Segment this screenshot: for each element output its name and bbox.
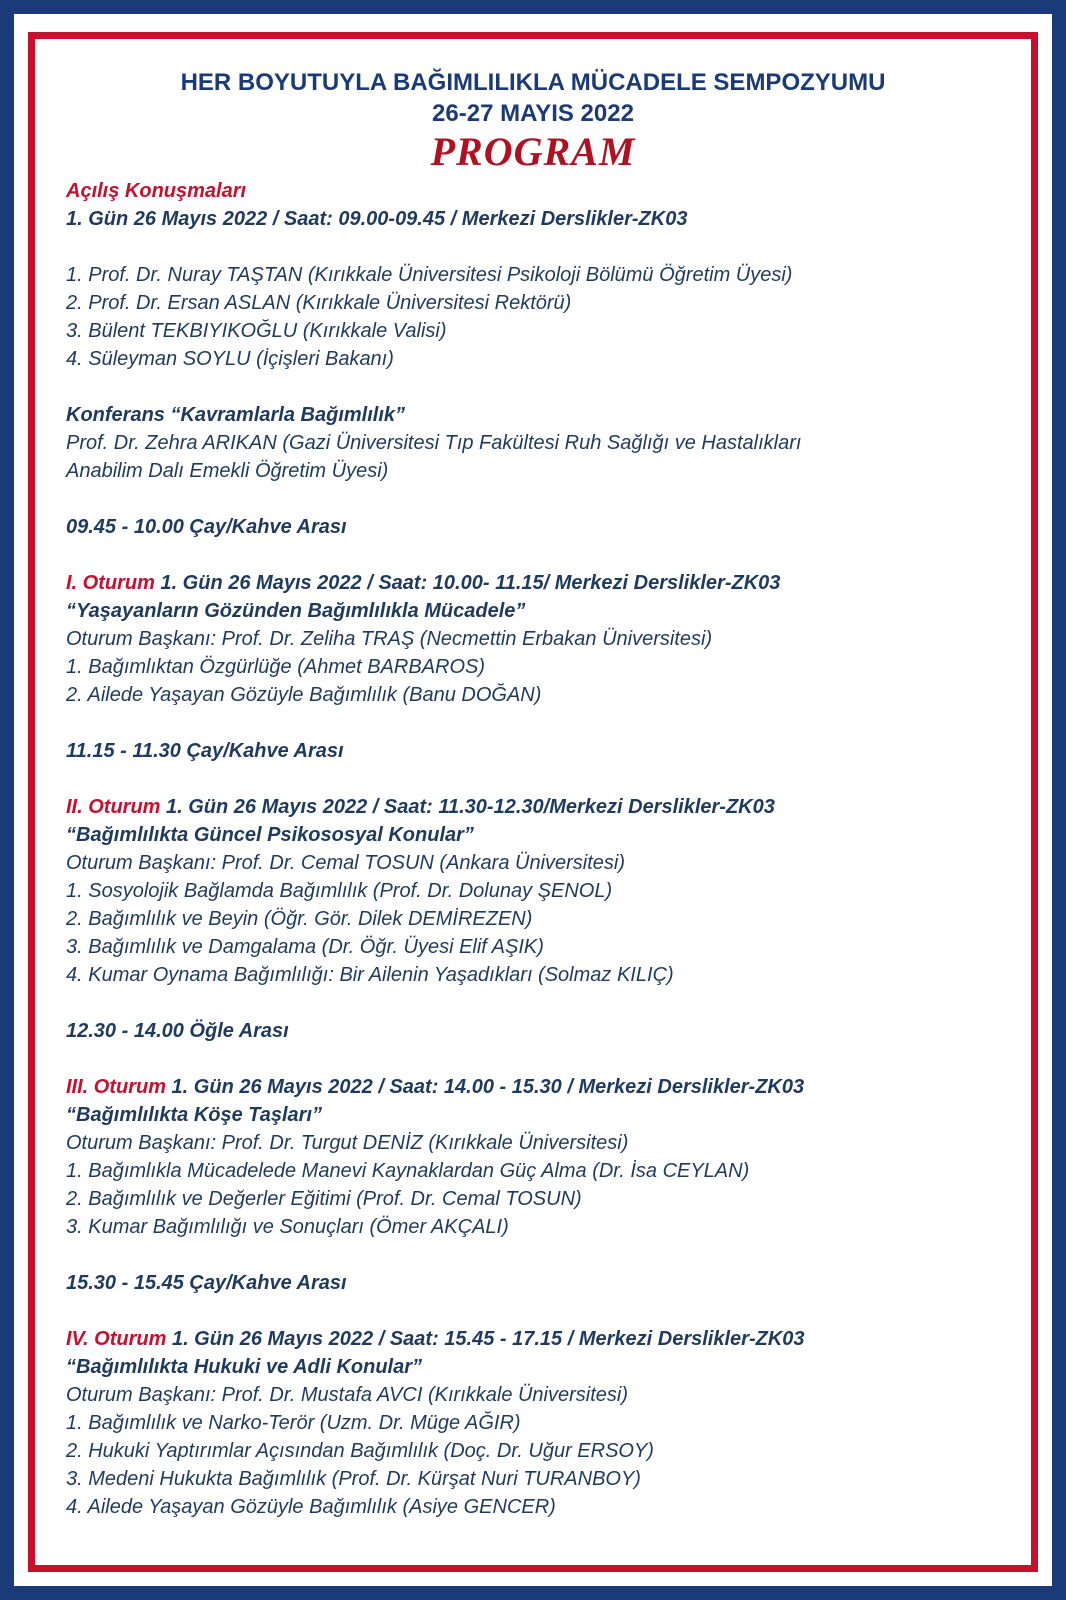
list-item: 1. Bağımlılık ve Narko-Terör (Uzm. Dr. Müge AĞIR)	[66, 1412, 521, 1434]
session-theme: “Yaşayanların Gözünden Bağımlılıkla Mücadele”	[66, 600, 526, 622]
program-content	[66, 177, 1006, 1521]
list-item: 2. Bağımlılık ve Değerler Eğitimi (Prof. Dr. Cemal TOSUN)	[66, 1188, 582, 1210]
session-info: 1. Gün 26 Mayıs 2022 / Saat: 14.00 - 15.30 / Merkezi Derslikler-ZK03	[166, 1076, 805, 1098]
session-label: I. Oturum	[66, 572, 155, 594]
session-chair: Oturum Başkanı: Prof. Dr. Zeliha TRAŞ (Necmettin Erbakan Üniversitesi)	[66, 628, 713, 650]
session-info: 1. Gün 26 Mayıs 2022 / Saat: 10.00- 11.15/ Merkezi Derslikler-ZK03	[154, 572, 781, 594]
list-item: 2. Prof. Dr. Ersan ASLAN (Kırıkkale Üniversitesi Rektörü)	[66, 292, 572, 314]
list-item: 4. Ailede Yaşayan Gözüyle Bağımlılık (Asiye GENCER)	[66, 1496, 556, 1518]
poster-header	[35, 67, 1031, 175]
program-poster	[28, 32, 1038, 1572]
break-line: 09.45 - 10.00 Çay/Kahve Arası	[66, 516, 347, 538]
session-label: IV. Oturum	[66, 1328, 167, 1350]
list-item: 1. Bağımlıkla Mücadelede Manevi Kaynaklardan Güç Alma (Dr. İsa CEYLAN)	[66, 1160, 750, 1182]
conference-speaker-cont: Anabilim Dalı Emekli Öğretim Üyesi)	[66, 460, 389, 482]
list-item: 3. Bağımlılık ve Damgalama (Dr. Öğr. Üyesi Elif AŞIK)	[66, 936, 544, 958]
symposium-title: HER BOYUTUYLA BAĞIMLILIKLA MÜCADELE SEMPOZYUMU	[180, 69, 886, 96]
list-item: 1. Sosyolojik Bağlamda Bağımlılık (Prof. Dr. Dolunay ŞENOL)	[66, 880, 613, 902]
list-item: 4. Kumar Oynama Bağımlılığı: Bir Ailenin Yaşadıkları (Solmaz KILIÇ)	[66, 964, 674, 986]
session-theme: “Bağımlılıkta Hukuki ve Adli Konular”	[66, 1356, 422, 1378]
session-chair: Oturum Başkanı: Prof. Dr. Cemal TOSUN (Ankara Üniversitesi)	[66, 852, 626, 874]
opening-info: 1. Gün 26 Mayıs 2022 / Saat: 09.00-09.45 / Merkezi Derslikler-ZK03	[66, 208, 688, 230]
conference-title: Konferans “Kavramlarla Bağımlılık”	[66, 404, 406, 426]
session-3-header	[66, 1073, 1006, 1101]
session-info: 1. Gün 26 Mayıs 2022 / Saat: 11.30-12.30/Merkezi Derslikler-ZK03	[160, 796, 775, 818]
break-line: 11.15 - 11.30 Çay/Kahve Arası	[66, 740, 344, 762]
list-item: 1. Bağımlıktan Özgürlüğe (Ahmet BARBAROS)	[66, 656, 486, 678]
list-item: 4. Süleyman SOYLU (İçişleri Bakanı)	[66, 348, 394, 370]
session-label: III. Oturum	[66, 1076, 166, 1098]
session-2-header	[66, 793, 1006, 821]
session-info: 1. Gün 26 Mayıs 2022 / Saat: 15.45 - 17.15 / Merkezi Derslikler-ZK03	[166, 1328, 805, 1350]
session-chair: Oturum Başkanı: Prof. Dr. Turgut DENİZ (Kırıkkale Üniversitesi)	[66, 1132, 629, 1154]
list-item: 3. Medeni Hukukta Bağımlılık (Prof. Dr. Kürşat Nuri TURANBOY)	[66, 1468, 641, 1490]
session-theme: “Bağımlılıkta Güncel Psikososyal Konular”	[66, 824, 474, 846]
session-label: II. Oturum	[66, 796, 161, 818]
list-item: 2. Hukuki Yaptırımlar Açısından Bağımlılık (Doç. Dr. Uğur ERSOY)	[66, 1440, 654, 1462]
symposium-dates: 26-27 MAYIS 2022	[432, 100, 634, 127]
conference-speaker: Prof. Dr. Zehra ARIKAN (Gazi Üniversitesi Tıp Fakültesi Ruh Sağlığı ve Hastalıkları	[66, 432, 802, 454]
opening-title: Açılış Konuşmaları	[66, 180, 247, 202]
list-item: 1. Prof. Dr. Nuray TAŞTAN (Kırıkkale Üniversitesi Psikoloji Bölümü Öğretim Üyesi)	[66, 264, 793, 286]
list-item: 3. Kumar Bağımlılığı ve Sonuçları (Ömer AKÇALI)	[66, 1216, 509, 1238]
session-theme: “Bağımlılıkta Köşe Taşları”	[66, 1104, 323, 1126]
list-item: 2. Bağımlılık ve Beyin (Öğr. Gör. Dilek DEMİREZEN)	[66, 908, 533, 930]
session-chair: Oturum Başkanı: Prof. Dr. Mustafa AVCI (Kırıkkale Üniversitesi)	[66, 1384, 629, 1406]
break-line: 15.30 - 15.45 Çay/Kahve Arası	[66, 1272, 347, 1294]
list-item: 3. Bülent TEKBIYIKOĞLU (Kırıkkale Valisi)	[66, 320, 447, 342]
program-heading: PROGRAM	[430, 129, 636, 174]
break-line: 12.30 - 14.00 Öğle Arası	[66, 1020, 289, 1042]
session-4-header	[66, 1325, 1006, 1353]
session-1-header	[66, 569, 1006, 597]
list-item: 2. Ailede Yaşayan Gözüyle Bağımlılık (Banu DOĞAN)	[66, 684, 542, 706]
